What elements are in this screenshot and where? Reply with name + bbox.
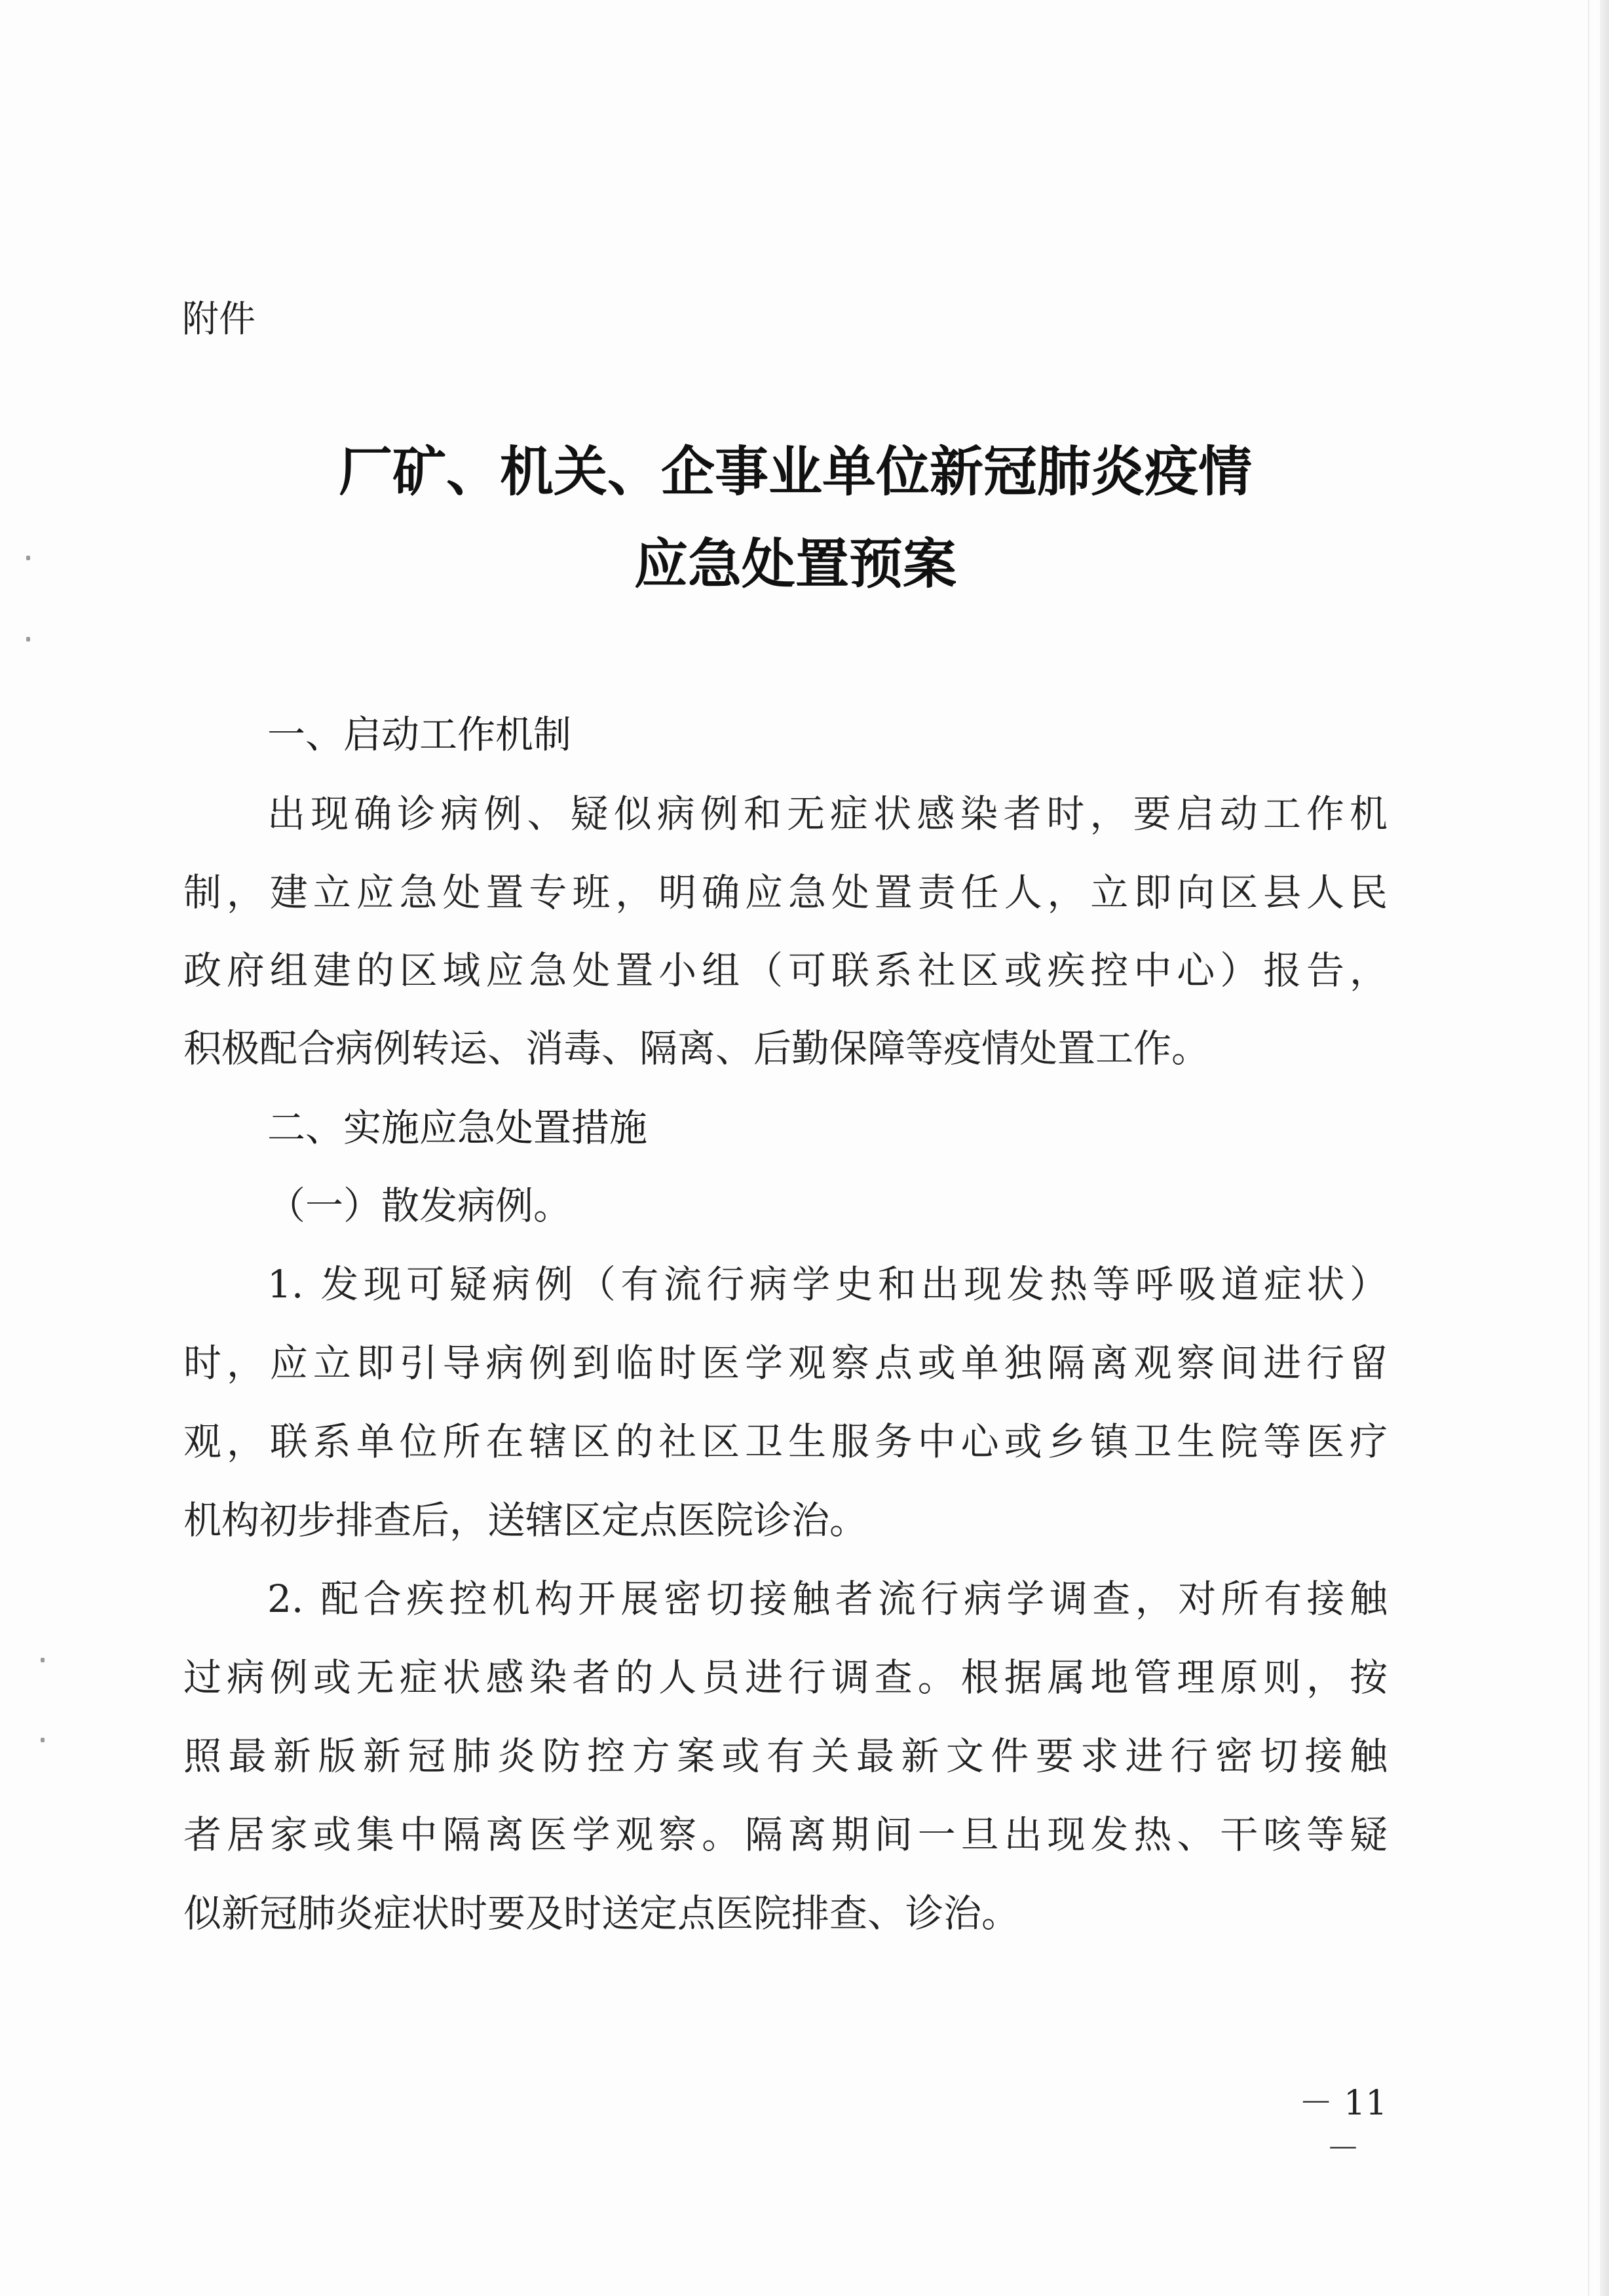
- document-title-line-1: 厂矿、机关、企事业单位新冠肺炎疫情: [338, 440, 1252, 503]
- attachment-label: 附件: [182, 298, 256, 341]
- section-1-heading: 一、启动工作机制: [267, 712, 572, 757]
- section-2-subheading: （一）散发病例。: [267, 1183, 572, 1228]
- item-1-line-1: 1. 发现可疑病例（有流行病学史和出现发热等呼吸道症状）: [267, 1262, 1388, 1307]
- section-2-heading: 二、实施应急处置措施: [267, 1105, 648, 1150]
- item-2-line-3: 照最新版新冠肺炎防控方案或有关最新文件要求进行密切接触: [183, 1734, 1388, 1778]
- item-2-line-5: 似新冠肺炎症状时要及时送定点医院排查、诊治。: [183, 1891, 1020, 1936]
- page-edge-shadow: [1600, 0, 1609, 2296]
- item-1-line-2: 时，应立即引导病例到临时医学观察点或单独隔离观察间进行留: [183, 1341, 1388, 1385]
- section-1-line-3: 政府组建的区域应急处置小组（可联系社区或疾控中心）报告，: [183, 948, 1388, 993]
- section-1-line-1: 出现确诊病例、疑似病例和无症状感染者时，要启动工作机: [267, 792, 1388, 836]
- section-1-line-2: 制，建立应急处置专班，明确应急处置责任人，立即向区县人民: [183, 870, 1388, 915]
- item-1-line-4: 机构初步排查后，送辖区定点医院诊治。: [183, 1498, 868, 1542]
- document-title-line-2: 应急处置预案: [634, 533, 956, 596]
- item-2-line-1: 2. 配合疾控机构开展密切接触者流行病学调查，对所有接触: [267, 1577, 1388, 1621]
- item-2-line-4: 者居家或集中隔离医学观察。隔离期间一旦出现发热、干咳等疑: [183, 1812, 1388, 1857]
- page-edge-line: [1588, 0, 1589, 2296]
- scan-mark: [26, 637, 30, 641]
- item-2-line-2: 过病例或无症状感染者的人员进行调查。根据属地管理原则，按: [183, 1655, 1388, 1700]
- item-1-line-3: 观，联系单位所在辖区的社区卫生服务中心或乡镇卫生院等医疗: [183, 1419, 1388, 1464]
- scan-mark: [41, 1658, 45, 1662]
- section-1-line-4: 积极配合病例转运、消毒、隔离、后勤保障等疫情处置工作。: [183, 1026, 1210, 1071]
- page-number: － 11 －: [1298, 2084, 1388, 2169]
- scan-mark: [41, 1738, 45, 1742]
